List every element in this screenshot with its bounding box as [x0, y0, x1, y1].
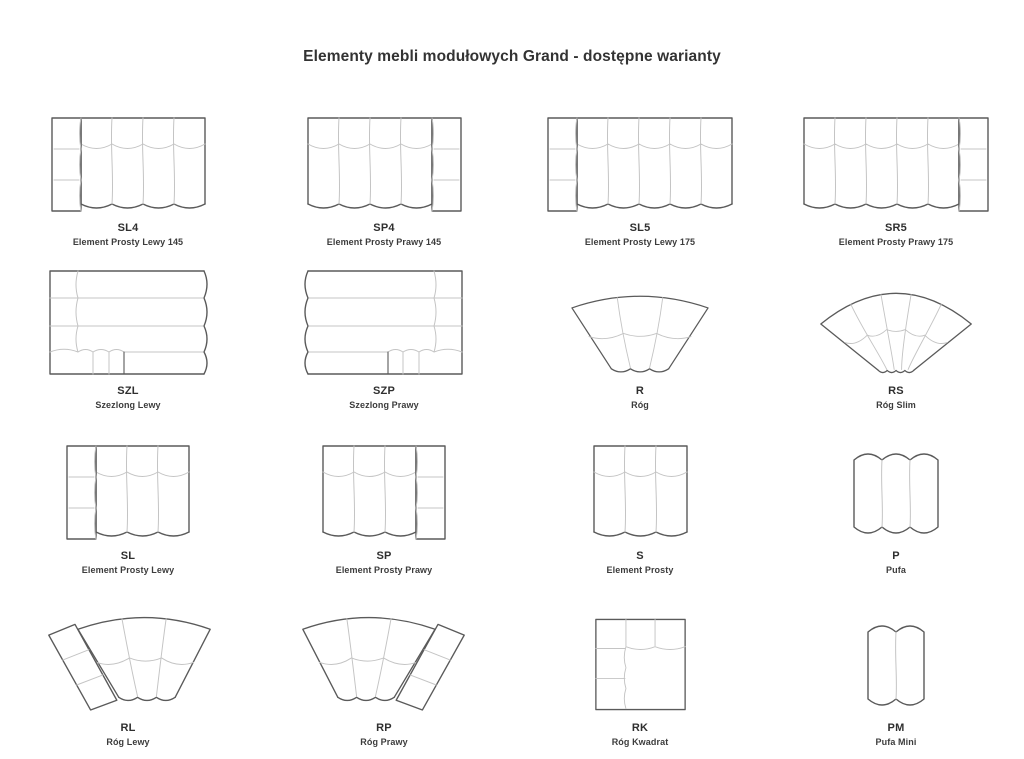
module-cell-sl4	[0, 112, 256, 247]
module-drawing	[306, 112, 463, 213]
straight-3-arm-left-outline	[65, 444, 191, 541]
chaise-right-outline	[304, 269, 464, 376]
straight-3-outline	[592, 444, 689, 541]
modules-row-4	[0, 600, 1024, 747]
modules-row-2	[0, 258, 1024, 410]
corner-arm-right-outline	[297, 600, 472, 713]
module-name: Element Prosty Lewy 145	[72, 237, 184, 247]
module-name: Element Prosty Lewy 175	[584, 237, 696, 247]
module-drawing	[321, 440, 447, 541]
pouf-3-outline	[852, 445, 940, 541]
corner-slim-outline	[815, 272, 978, 376]
module-name: Róg	[631, 400, 649, 410]
module-name: Element Prosty Prawy	[335, 565, 433, 575]
module-code: SL	[120, 550, 136, 562]
module-drawing	[50, 112, 207, 213]
straight-4-arm-right-outline	[306, 116, 463, 213]
module-cell-pm	[768, 600, 1024, 747]
module-code: P	[892, 550, 900, 562]
module-name: Pufa	[886, 565, 906, 575]
module-cell-rs	[768, 258, 1024, 410]
straight-5-arm-right-outline	[802, 116, 990, 213]
module-name: Szezlong Prawy	[349, 400, 419, 410]
module-drawing	[48, 258, 208, 376]
module-name: Róg Lewy	[106, 737, 150, 747]
straight-5-arm-left-outline	[546, 116, 734, 213]
modules-row-1	[0, 112, 1024, 247]
chaise-left-outline	[48, 269, 208, 376]
module-code: SP4	[373, 222, 395, 234]
module-cell-sl5	[512, 112, 768, 247]
module-code: R	[635, 385, 645, 397]
module-code: SZL	[117, 385, 139, 397]
module-cell-sp	[256, 440, 512, 575]
corner-square-outline	[594, 616, 687, 713]
module-code: RP	[376, 722, 392, 734]
module-name: Szezlong Lewy	[95, 400, 161, 410]
module-code: SP	[376, 550, 392, 562]
module-code: RL	[120, 722, 136, 734]
module-drawing	[866, 600, 926, 713]
module-drawing	[65, 440, 191, 541]
module-cell-sr5	[768, 112, 1024, 247]
module-cell-szp	[256, 258, 512, 410]
module-drawing	[297, 600, 472, 713]
module-drawing	[815, 258, 978, 376]
module-code: SL5	[629, 222, 651, 234]
modules-row-3	[0, 440, 1024, 575]
module-name: Element Prosty Prawy 145	[326, 237, 442, 247]
module-cell-rl	[0, 600, 256, 747]
module-drawing	[852, 440, 940, 541]
page-title: Elementy mebli modułowych Grand - dostępne warianty	[303, 48, 721, 65]
module-name: Pufa Mini	[875, 737, 917, 747]
module-code: S	[636, 550, 644, 562]
corner-outline	[563, 281, 717, 376]
module-drawing	[802, 112, 990, 213]
module-drawing	[563, 258, 717, 376]
corner-arm-left-outline	[41, 600, 216, 713]
straight-3-arm-right-outline	[321, 444, 447, 541]
module-name: Element Prosty Lewy	[81, 565, 175, 575]
module-name: Róg Kwadrat	[611, 737, 669, 747]
module-cell-p	[768, 440, 1024, 575]
module-drawing	[546, 112, 734, 213]
module-name: Róg Prawy	[360, 737, 408, 747]
module-code: SZP	[373, 385, 395, 397]
pouf-2-outline	[866, 617, 926, 713]
module-code: RK	[631, 722, 649, 734]
module-code: PM	[887, 722, 905, 734]
straight-4-arm-left-outline	[50, 116, 207, 213]
module-name: Element Prosty	[606, 565, 674, 575]
module-drawing	[304, 258, 464, 376]
module-drawing	[592, 440, 689, 541]
module-cell-sl	[0, 440, 256, 575]
module-cell-r	[512, 258, 768, 410]
module-cell-rp	[256, 600, 512, 747]
module-drawing	[594, 600, 687, 713]
module-cell-rk	[512, 600, 768, 747]
module-name: Element Prosty Prawy 175	[838, 237, 954, 247]
module-name: Róg Slim	[876, 400, 916, 410]
module-cell-szl	[0, 258, 256, 410]
module-drawing	[41, 600, 216, 713]
module-code: SL4	[117, 222, 139, 234]
module-cell-sp4	[256, 112, 512, 247]
module-code: SR5	[885, 222, 907, 234]
module-code: RS	[888, 385, 904, 397]
module-cell-s	[512, 440, 768, 575]
